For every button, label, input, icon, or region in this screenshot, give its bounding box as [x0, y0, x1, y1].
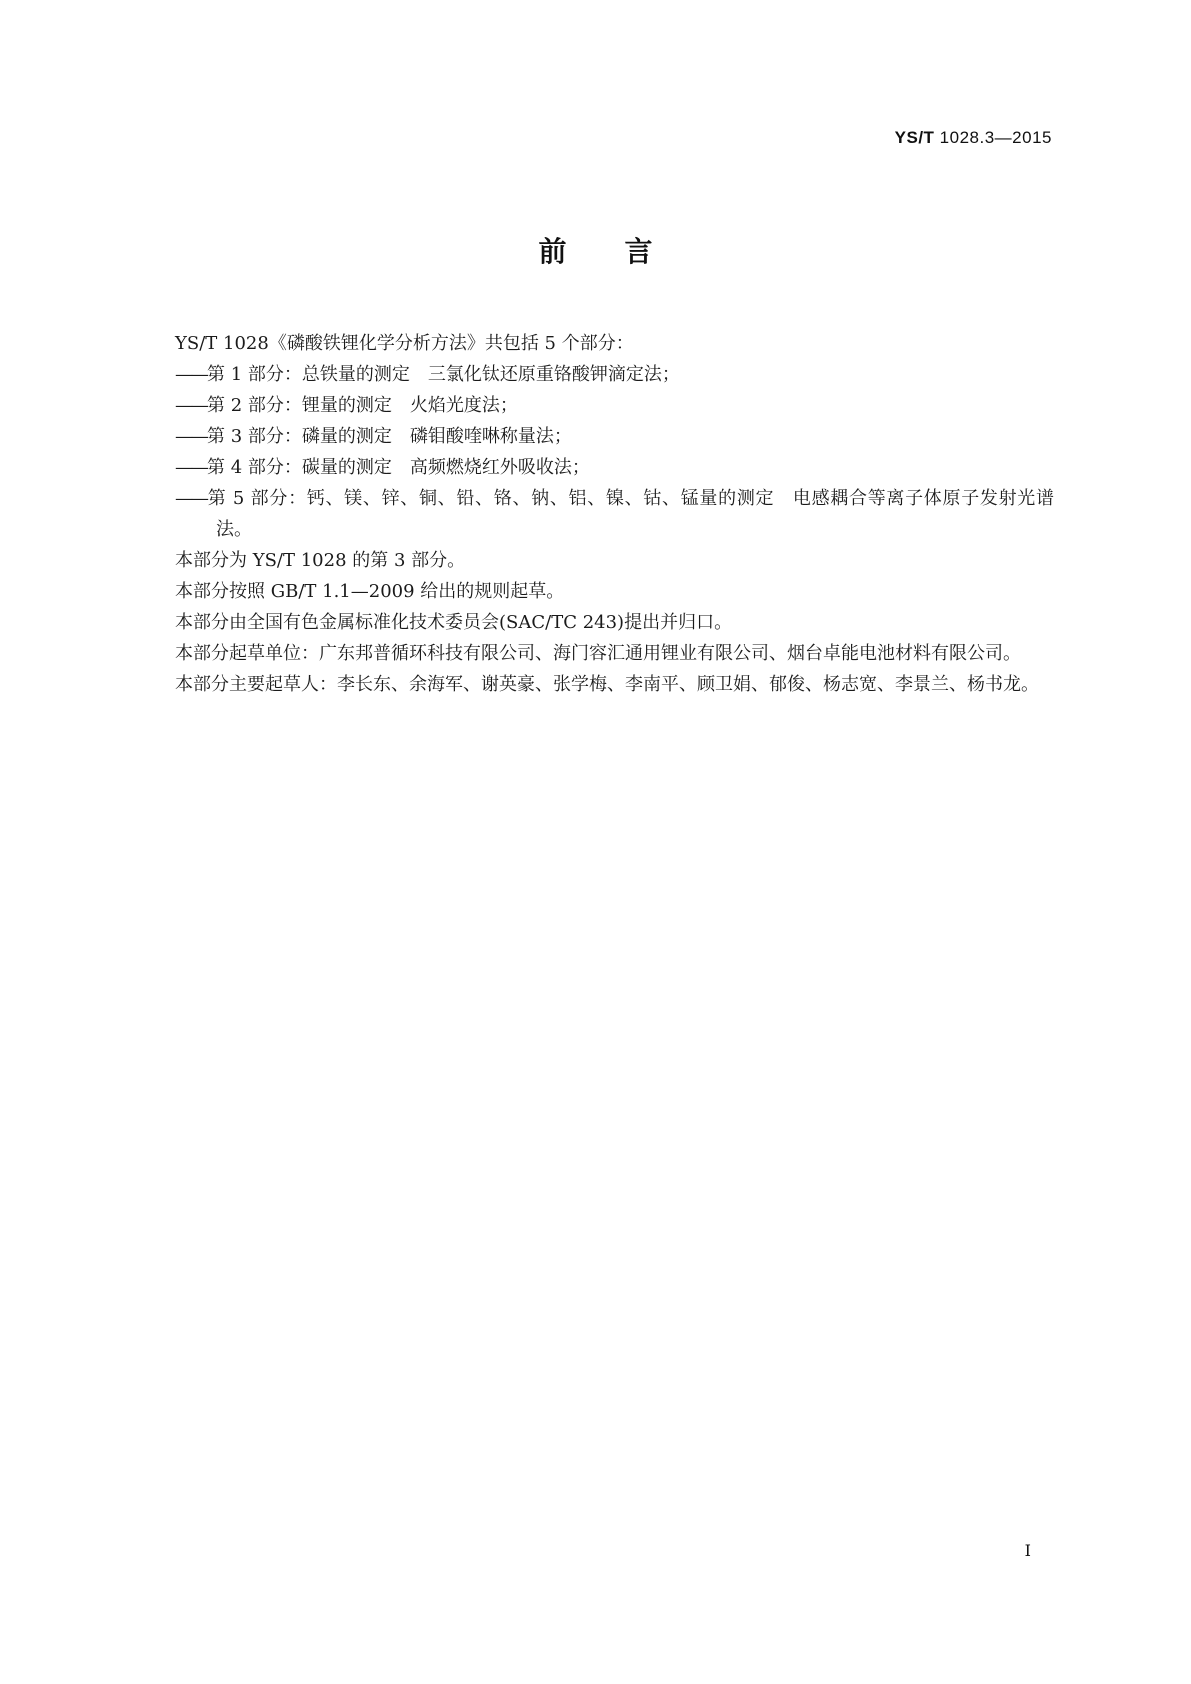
- dash-marker: ——: [175, 488, 207, 509]
- page-number: I: [1024, 1541, 1031, 1560]
- part-1-text: 第 1 部分：总铁量的测定 三氯化钛还原重铬酸钾滴定法；: [207, 364, 680, 385]
- part-5-text: 第 5 部分：钙、镁、锌、铜、铅、铬、钠、铝、镍、钴、锰量的测定 电感耦合等离子体原子发射光谱法。: [207, 488, 1054, 540]
- paragraph-drafting-rules: 本部分按照 GB/T 1.1—2009 给出的规则起草。: [175, 581, 565, 602]
- paragraph-drafters: 本部分主要起草人：李长东、余海军、谢英豪、张学梅、李南平、顾卫娟、郁俊、杨志宽、李景兰、杨书龙。: [175, 674, 1039, 695]
- list-item-part-3: [134, 421, 1054, 452]
- standard-code: [895, 128, 1052, 148]
- list-item-part-2: [134, 390, 1054, 421]
- dash-marker: ——: [175, 457, 207, 478]
- foreword-body: [134, 328, 1054, 700]
- list-item-part-5: [134, 483, 1054, 545]
- standard-prefix: YS/T: [894, 128, 935, 147]
- part-2-text: 第 2 部分：锂量的测定 火焰光度法；: [207, 395, 518, 416]
- part-4-text: 第 4 部分：碳量的测定 高频燃烧红外吸收法；: [207, 457, 590, 478]
- dash-marker: ——: [175, 364, 207, 385]
- paragraph-proposer: 本部分由全国有色金属标准化技术委员会(SAC/TC 243)提出并归口。: [175, 612, 733, 633]
- part-3-text: 第 3 部分：磷量的测定 磷钼酸喹啉称量法；: [207, 426, 572, 447]
- list-item-part-1: [134, 359, 1054, 390]
- standard-number: 1028.3—2015: [939, 128, 1052, 147]
- page-title: 前言: [538, 235, 711, 268]
- list-item-part-4: [134, 452, 1054, 483]
- paragraph-part-statement: 本部分为 YS/T 1028 的第 3 部分。: [175, 550, 466, 571]
- dash-marker: ——: [175, 395, 207, 416]
- dash-marker: ——: [175, 426, 207, 447]
- intro-paragraph: YS/T 1028《磷酸铁锂化学分析方法》共包括 5 个部分：: [175, 333, 634, 354]
- paragraph-drafting-units: 本部分起草单位：广东邦普循环科技有限公司、海门容汇通用锂业有限公司、烟台卓能电池材料有限公司。: [175, 643, 1021, 664]
